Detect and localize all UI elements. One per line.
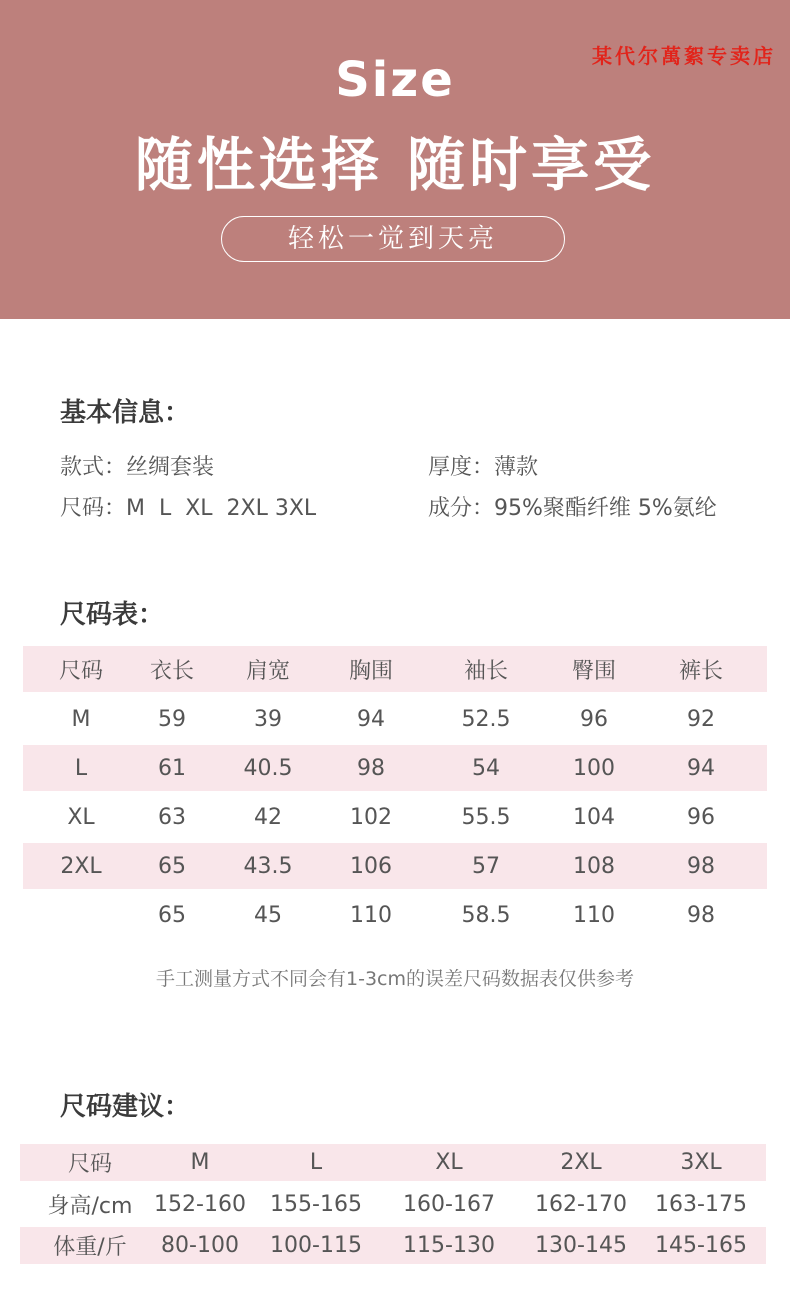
basic-info-title: 基本信息： xyxy=(60,398,191,428)
recommend-header-cell: L xyxy=(309,1150,323,1175)
size-table-cell: 65 xyxy=(158,902,186,928)
size-table-header xyxy=(23,646,767,692)
size-table-header-cell: 裤长 xyxy=(678,658,723,684)
thickness-info: 厚度：薄款 xyxy=(428,455,539,480)
size-table-cell: 98 xyxy=(687,853,715,879)
size-table-cell: 55.5 xyxy=(461,804,511,830)
size-table-cell: 110 xyxy=(573,902,615,928)
size-table-cell: 43.5 xyxy=(243,853,293,879)
recommend-cell: 155-165 xyxy=(270,1192,362,1217)
store-brand: 某代尔萬絮专卖店 xyxy=(592,44,776,68)
recommend-cell: 160-167 xyxy=(403,1192,495,1217)
size-table-row xyxy=(23,696,767,742)
size-table-cell: 92 xyxy=(687,706,715,732)
recommend-cell: 80-100 xyxy=(161,1233,239,1258)
size-table-cell: 108 xyxy=(573,853,615,879)
sizes-info: 尺码：M L XL 2XL 3XL xyxy=(60,496,317,521)
recommend-cell: 163-175 xyxy=(655,1192,747,1217)
size-table-cell: 57 xyxy=(472,853,500,879)
recommend-cell: 100-115 xyxy=(270,1233,362,1258)
size-table-cell: 2XL xyxy=(60,853,102,879)
size-table-cell: 96 xyxy=(580,706,608,732)
slogan-pill: 轻松一觉到天亮 xyxy=(221,216,565,262)
size-table-row xyxy=(23,794,767,840)
recommend-cell: 身高/cm xyxy=(47,1194,133,1219)
recommend-cell: 162-170 xyxy=(535,1192,627,1217)
size-table-title: 尺码表： xyxy=(60,600,165,630)
recommend-header xyxy=(20,1144,766,1181)
recommend-cell: 115-130 xyxy=(403,1233,495,1258)
size-table-cell: 39 xyxy=(254,706,282,732)
recommend-cell: 体重/斤 xyxy=(53,1235,127,1260)
size-table-row xyxy=(23,745,767,791)
size-table-cell: 98 xyxy=(687,902,715,928)
size-table-cell: 45 xyxy=(254,902,282,928)
measurement-note: 手工测量方式不同会有1-3cm的误差尺码数据表仅供参考 xyxy=(156,968,634,990)
size-table-cell: 59 xyxy=(158,706,186,732)
header-banner xyxy=(0,0,790,319)
recommend-cell: 145-165 xyxy=(655,1233,747,1258)
size-table-cell: XL xyxy=(67,804,95,830)
recommend-cell: 152-160 xyxy=(154,1192,246,1217)
size-table-row xyxy=(23,892,767,938)
material-info: 成分：95%聚酯纤维 5%氨纶 xyxy=(428,496,717,521)
size-table-cell: 61 xyxy=(158,755,186,781)
style-info: 款式：丝绸套装 xyxy=(60,455,215,480)
size-table-cell: 40.5 xyxy=(243,755,293,781)
size-table-cell: 94 xyxy=(687,755,715,781)
size-table-cell: 94 xyxy=(357,706,385,732)
size-table-cell: M xyxy=(71,706,91,732)
size-table-cell: 98 xyxy=(357,755,385,781)
size-title: Size xyxy=(335,52,455,108)
size-table-row xyxy=(23,843,767,889)
recommend-header-cell: 尺码 xyxy=(67,1152,112,1177)
size-table-header-cell: 胸围 xyxy=(348,658,393,684)
recommend-header-cell: XL xyxy=(435,1150,463,1175)
slogan: 随性选择 随时享受 xyxy=(134,131,656,199)
size-table-cell: 65 xyxy=(158,853,186,879)
size-table-header-cell: 臀围 xyxy=(571,658,616,684)
size-table-cell: 110 xyxy=(350,902,392,928)
size-table-cell: 63 xyxy=(158,804,186,830)
size-table-cell: 42 xyxy=(254,804,282,830)
size-table-cell: 52.5 xyxy=(461,706,511,732)
size-table-cell: 54 xyxy=(472,755,500,781)
size-table-cell: 96 xyxy=(687,804,715,830)
recommend-header-cell: M xyxy=(190,1150,210,1175)
size-table-cell: 102 xyxy=(350,804,392,830)
recommend-header-cell: 2XL xyxy=(560,1150,602,1175)
recommend-row xyxy=(20,1227,766,1264)
size-table-cell: L xyxy=(74,755,88,781)
size-table-header-cell: 肩宽 xyxy=(245,658,290,684)
size-table-header-cell: 尺码 xyxy=(58,658,103,684)
size-table-cell: 58.5 xyxy=(461,902,511,928)
size-table-header-cell: 袖长 xyxy=(463,658,508,684)
recommend-row xyxy=(20,1186,766,1223)
recommend-title: 尺码建议： xyxy=(60,1092,191,1122)
size-table-cell: 106 xyxy=(350,853,392,879)
recommend-header-cell: 3XL xyxy=(680,1150,722,1175)
size-table-header-cell: 衣长 xyxy=(149,658,194,684)
size-table-cell: 100 xyxy=(573,755,615,781)
size-table-cell: 104 xyxy=(573,804,615,830)
recommend-cell: 130-145 xyxy=(535,1233,627,1258)
size-table-cell xyxy=(31,892,131,938)
